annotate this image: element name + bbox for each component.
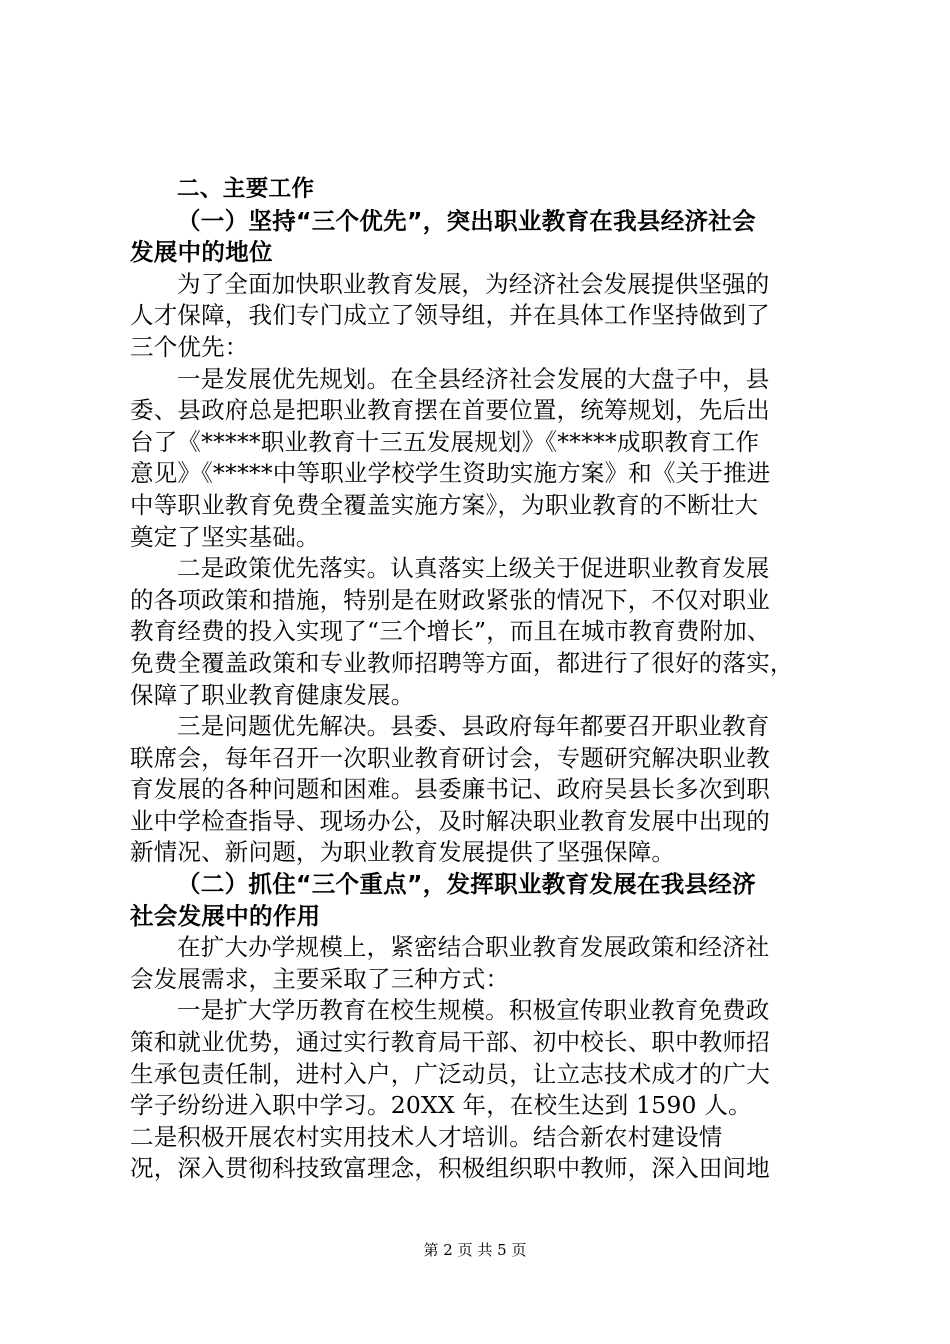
text-line: 奠定了坚实基础。	[130, 522, 320, 551]
text-line: 况，深入贯彻科技致富理念，积极组织职中教师，深入田间地	[130, 1154, 770, 1183]
text-line: 会发展需求，主要采取了三种方式：	[130, 964, 510, 993]
text-line: 免费全覆盖政策和专业教师招聘等方面，都进行了很好的落实，	[130, 648, 794, 677]
text-line: 中等职业教育免费全覆盖实施方案》，为职业教育的不断壮大	[130, 490, 759, 519]
text-line: 三是问题优先解决。县委、县政府每年都要召开职业教育	[177, 712, 770, 741]
heading-line: 发展中的地位	[130, 238, 273, 267]
text-line: 生承包责任制，进村入户，广泛动员，让立志技术成才的广大	[130, 1059, 770, 1088]
heading-line: （一）坚持“三个优先”，突出职业教育在我县经济社会	[177, 206, 756, 235]
document-body	[130, 174, 830, 1185]
text-line: 教育经费的投入实现了“三个增长”，而且在城市教育费附加、	[130, 617, 771, 646]
text-line: 三个优先：	[130, 332, 249, 361]
page-footer: 第 2 页 共 5 页	[423, 1241, 527, 1259]
text-line: 意见》《*****中等职业学校学生资助实施方案》和《关于推进	[130, 459, 771, 488]
text-line: 育发展的各种问题和困难。县委廉书记、政府吴县长多次到职	[130, 775, 770, 804]
heading-line: 社会发展中的作用	[130, 901, 321, 930]
text-line: 在扩大办学规模上，紧密结合职业教育发展政策和经济社	[177, 933, 770, 962]
text-line: 一是发展优先规划。在全县经济社会发展的大盘子中，县	[177, 364, 770, 393]
text-line: 保障了职业教育健康发展。	[130, 680, 415, 709]
text-line: 一是扩大学历教育在校生规模。积极宣传职业教育免费政	[177, 996, 770, 1025]
text-line: 业中学检查指导、现场办公，及时解决职业教育发展中出现的	[130, 806, 770, 835]
text-line: 委、县政府总是把职业教育摆在首要位置，统筹规划，先后出	[130, 396, 770, 425]
heading-line: （二）抓住“三个重点”，发挥职业教育发展在我县经济	[177, 870, 756, 899]
text-line: 为了全面加快职业教育发展，为经济社会发展提供坚强的	[177, 269, 770, 298]
text-line: 学子纷纷进入职中学习。20XX 年，在校生达到 1590 人。	[130, 1091, 752, 1120]
text-line: 的各项政策和措施，特别是在财政紧张的情况下，不仅对职业	[130, 585, 770, 614]
text-line: 二是政策优先落实。认真落实上级关于促进职业教育发展	[177, 554, 770, 583]
text-line: 人才保障，我们专门成立了领导组，并在具体工作坚持做到了	[130, 301, 770, 330]
text-line: 新情况、新问题，为职业教育发展提供了坚强保障。	[130, 838, 676, 867]
text-line: 二是积极开展农村实用技术人才培训。结合新农村建设情	[130, 1122, 723, 1151]
text-line: 策和就业优势，通过实行教育局干部、初中校长、职中教师招	[130, 1028, 770, 1057]
heading-line: 二、主要工作	[177, 176, 315, 202]
text-line: 联席会，每年召开一次职业教育研讨会，专题研究解决职业教	[130, 743, 770, 772]
text-line: 台了《*****职业教育十三五发展规划》《*****成职教育工作	[130, 427, 760, 456]
